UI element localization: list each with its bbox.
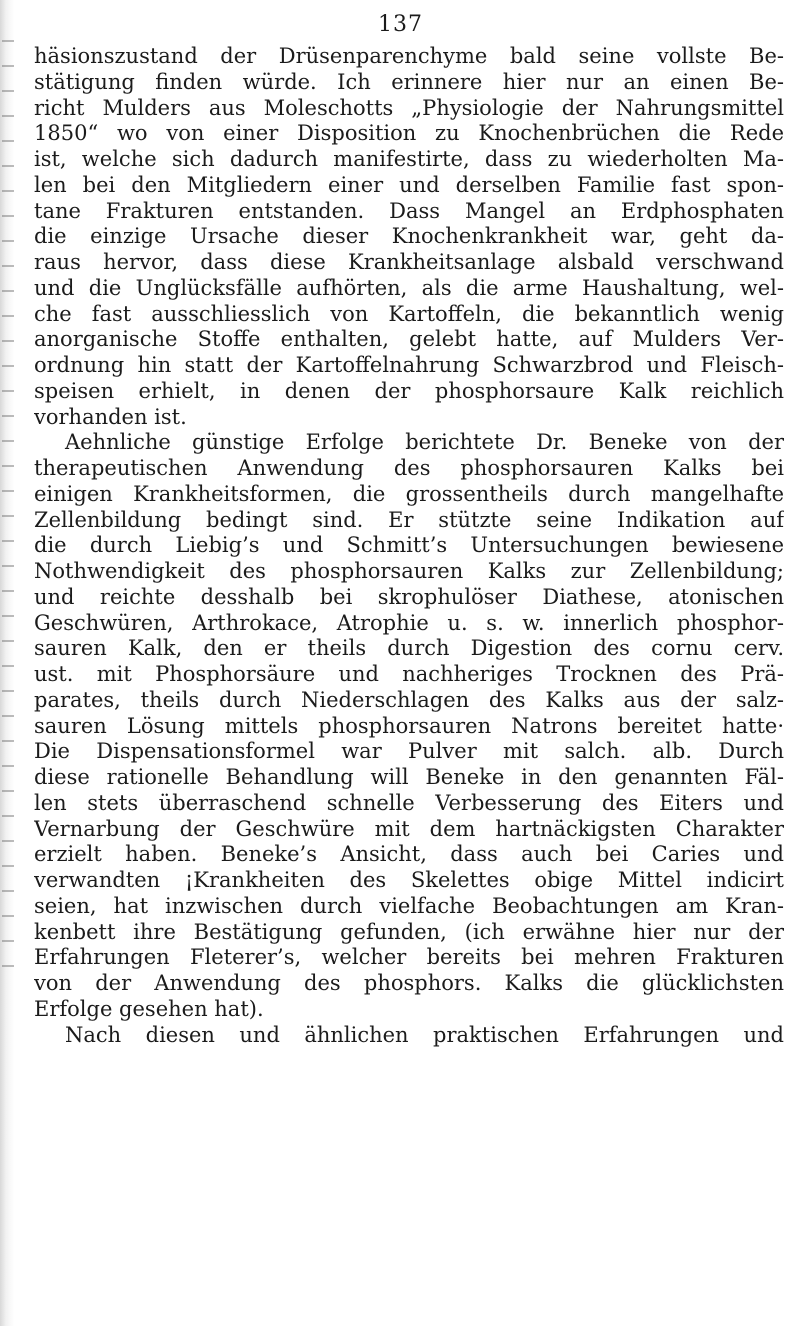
paragraph-start-line: Aehnliche günstige Erfolge berichtete Dr. Beneke von der: [65, 430, 784, 455]
text-line: Nothwendigkeit des phosphorsauren Kalks zur Zellenbildung;: [34, 559, 784, 583]
text-line: sauren Lösung mittels phosphorsauren Natrons bereitet hatte·: [34, 713, 784, 738]
text-line: kenbett ihre Bestätigung gefunden, (ich erwähne hier nur der: [34, 919, 784, 944]
text-line: richt Mulders aus Moleschotts „Physiologie der Nahrungsmittel: [34, 95, 784, 120]
text-line: sauren Kalk, den er theils durch Digestion des cornu cerv.: [34, 636, 784, 661]
text-line: parates, theils durch Niederschlagen des Kalks aus der salz-: [34, 687, 784, 712]
text-line: che fast ausschliesslich von Kartoffeln, die bekanntlich wenig: [34, 301, 784, 326]
page-number: 137: [378, 12, 423, 37]
text-line: Erfahrungen Fleterer’s, welcher bereits bei mehren Frakturen: [34, 945, 784, 970]
text-line: therapeutischen Anwendung des phosphorsauren Kalks bei: [34, 456, 784, 480]
text-line: die durch Liebig’s und Schmitt’s Untersuchungen bewiesene: [34, 533, 784, 558]
text-line: 1850“ wo von einer Disposition zu Knochenbrüchen die Rede: [34, 121, 784, 146]
binding-shadow-marks: [2, 40, 14, 980]
text-line: tane Frakturen entstanden. Dass Mangel an Erdphosphaten: [34, 198, 784, 223]
paragraph-end-line: vorhanden ist.: [34, 404, 187, 429]
body-text: [34, 44, 784, 1048]
text-line: stätigung finden würde. Ich erinnere hier nur an einen Be-: [34, 69, 784, 94]
text-line: anorganische Stoffe enthalten, gelebt hatte, auf Mulders Ver-: [34, 327, 784, 352]
text-line: ist, welche sich dadurch manifestirte, dass zu wiederholten Ma-: [34, 147, 784, 171]
text-line: ordnung hin statt der Kartoffelnahrung Schwarzbrod und Fleisch-: [34, 353, 784, 377]
text-line: und reichte desshalb bei skrophulöser Diathese, atonischen: [34, 584, 784, 609]
text-line: Zellenbildung bedingt sind. Er stützte seine Indikation auf: [34, 507, 784, 532]
text-line: von der Anwendung des phosphors. Kalks die glücklichsten: [34, 971, 784, 995]
text-line: len bei den Mitgliedern einer und derselben Familie fast spon-: [34, 172, 784, 197]
text-line: Die Dispensationsformel war Pulver mit salch. alb. Durch: [34, 739, 784, 764]
text-line: len stets überraschend schnelle Verbesserung des Eiters und: [34, 790, 784, 815]
text-line: seien, hat inzwischen durch vielfache Beobachtungen am Kran-: [34, 893, 784, 918]
paragraph-end-line: Erfolge gesehen hat).: [34, 996, 264, 1021]
text-line: und die Unglücksfälle aufhörten, als die arme Haushaltung, wel-: [34, 275, 784, 300]
text-line: Vernarbung der Geschwüre mit dem hartnäckigsten Charakter: [34, 816, 784, 841]
paragraph-start-line: Nach diesen und ähnlichen praktischen Erfahrungen und: [65, 1022, 784, 1047]
text-line: erzielt haben. Beneke’s Ansicht, dass auch bei Caries und: [34, 842, 784, 867]
text-line: ust. mit Phosphorsäure und nachheriges Trocknen des Prä-: [34, 662, 784, 686]
text-line: die einzige Ursache dieser Knochenkrankheit war, geht da-: [34, 224, 784, 249]
text-line: verwandten ¡Krankheiten des Skelettes obige Mittel indicirt: [34, 868, 784, 892]
text-line: speisen erhielt, in denen der phosphorsaure Kalk reichlich: [34, 378, 784, 403]
text-line: diese rationelle Behandlung will Beneke in den genannten Fäl-: [34, 765, 784, 789]
text-line: häsionszustand der Drüsenparenchyme bald seine vollste Be-: [34, 44, 784, 68]
text-line: Geschwüren, Arthrokace, Atrophie u. s. w. innerlich phosphor-: [34, 610, 784, 635]
text-line: raus hervor, dass diese Krankheitsanlage alsbald verschwand: [34, 250, 784, 274]
text-line: einigen Krankheitsformen, die grossentheils durch mangelhafte: [34, 481, 784, 506]
